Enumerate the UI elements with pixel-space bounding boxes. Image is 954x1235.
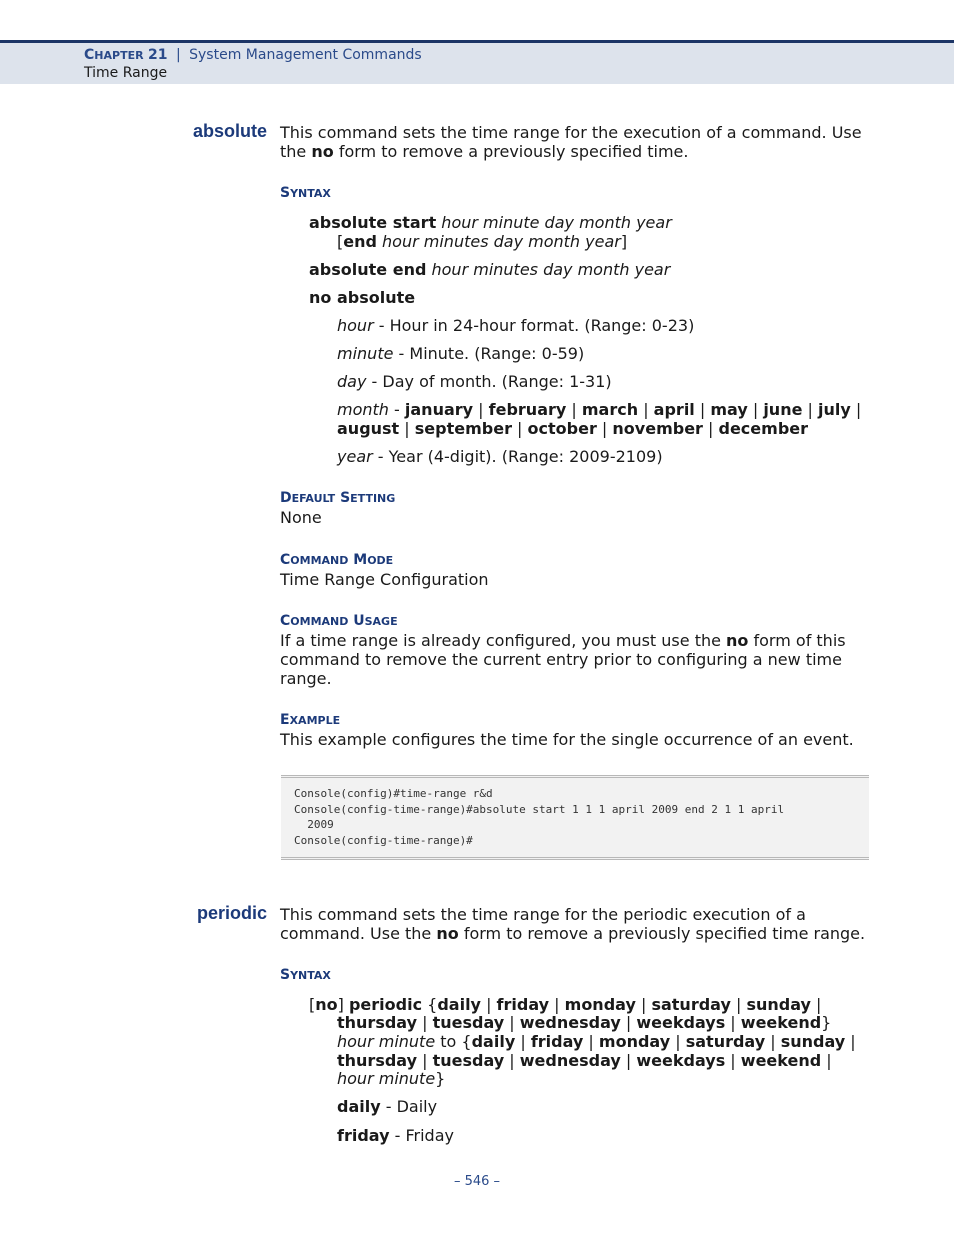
- keyword: weekdays: [636, 1013, 726, 1032]
- keyword: daily: [471, 1032, 516, 1051]
- keyword: tuesday: [432, 1013, 505, 1032]
- code-line: Console(config-time-range)#absolute start 1 1 1 april 2009 end 2 1 1 april: [294, 803, 785, 816]
- page-number: – 546 –: [453, 1174, 501, 1189]
- days-list-a: daily | friday | monday | saturday | sunday |: [437, 995, 822, 1014]
- periodic-syntax-line5: hour minute}: [337, 1069, 446, 1088]
- param-month-cont: [337, 419, 808, 438]
- syntax-absolute-start: absolute start hour minute day month year: [309, 213, 672, 232]
- command-title-absolute: absolute: [192, 121, 267, 141]
- periodic-syntax-line4: [337, 1051, 832, 1070]
- keyword: january: [404, 400, 474, 419]
- keyword: september: [414, 419, 512, 438]
- chapter-first: C: [84, 47, 95, 63]
- keyword: weekend: [740, 1013, 822, 1032]
- command-title-periodic: periodic: [196, 903, 267, 923]
- absolute-desc-line1: This command sets the time range for the execution of a command. Use: [280, 123, 862, 142]
- chapter-rest: HAPTER: [94, 49, 144, 62]
- command-mode-value: Time Range Configuration: [280, 570, 489, 589]
- command-usage-heading: COMMAND USAGE: [280, 613, 398, 629]
- months-line2: august | september | october | november | december: [337, 419, 809, 438]
- syntax-heading: SYNTAX: [280, 185, 331, 201]
- header-separator: |: [175, 47, 181, 63]
- keyword: december: [718, 419, 809, 438]
- keyword: thursday: [337, 1013, 418, 1032]
- code-line: Console(config-time-range)#: [294, 834, 473, 847]
- example-desc: This example configures the time for the single occurrence of an event.: [280, 730, 854, 749]
- keyword: february: [488, 400, 567, 419]
- keyword: friday: [496, 995, 550, 1014]
- usage-line3: range.: [280, 669, 332, 688]
- keyword: monday: [598, 1032, 671, 1051]
- syntax-absolute-start-end: [end hour minutes day month year]: [337, 232, 628, 251]
- keyword: may: [710, 400, 748, 419]
- default-setting-heading: DEFAULT SETTING: [280, 490, 396, 506]
- absolute-desc-line2: the no form to remove a previously specified time.: [280, 142, 689, 161]
- param-friday: friday - Friday: [337, 1126, 454, 1145]
- keyword: monday: [564, 995, 636, 1014]
- syntax-absolute-end: absolute end hour minutes day month year: [309, 260, 671, 279]
- periodic-desc-line1: This command sets the time range for the periodic execution of a: [280, 905, 806, 924]
- usage-line2: command to remove the current entry prior to configuring a new time: [280, 650, 842, 669]
- months-line1: january | february | march | april | may | june | july |: [404, 400, 862, 419]
- example-heading: EXAMPLE: [280, 712, 341, 728]
- page-header: [0, 40, 954, 84]
- syntax-heading-periodic: SYNTAX: [280, 967, 331, 983]
- keyword: march: [581, 400, 639, 419]
- section-title: Time Range: [84, 65, 168, 81]
- code-line: Console(config)#time-range r&d: [294, 787, 493, 800]
- param-hour: hour - Hour in 24-hour format. (Range: 0-23): [337, 316, 695, 335]
- keyword: thursday: [337, 1051, 418, 1070]
- param-month: month - january | february | march | april | may | june | july |: [337, 400, 862, 419]
- periodic-syntax-line3: hour minute to {daily | friday | monday | saturday | sunday |: [337, 1032, 856, 1051]
- keyword: weekdays: [636, 1051, 726, 1070]
- keyword: october: [527, 419, 597, 438]
- periodic-syntax-line1: [no] periodic {daily | friday | monday | saturday | sunday |: [309, 995, 822, 1014]
- days-list-c: daily | friday | monday | saturday | sunday |: [471, 1032, 856, 1051]
- periodic-desc-line2: command. Use the no form to remove a previously specified time range.: [280, 924, 866, 943]
- param-day: day - Day of month. (Range: 1-31): [337, 372, 612, 391]
- default-setting-value: None: [280, 508, 322, 527]
- code-line: 2009: [294, 818, 334, 831]
- keyword: august: [337, 419, 400, 438]
- keyword: june: [763, 400, 803, 419]
- keyword: friday: [530, 1032, 584, 1051]
- keyword: saturday: [651, 995, 731, 1014]
- keyword: daily: [437, 995, 481, 1014]
- keyword: wednesday: [519, 1013, 621, 1032]
- days-list-b: thursday | tuesday | wednesday | weekdays | weekend: [337, 1013, 822, 1032]
- keyword: july: [818, 400, 851, 419]
- keyword: tuesday: [432, 1051, 505, 1070]
- param-daily: daily - Daily: [337, 1097, 438, 1116]
- keyword: wednesday: [519, 1051, 621, 1070]
- keyword: weekend: [740, 1051, 822, 1070]
- days-list-d: thursday | tuesday | wednesday | weekdays | weekend |: [337, 1051, 832, 1070]
- syntax-no-absolute: no absolute: [309, 288, 416, 307]
- keyword: saturday: [685, 1032, 766, 1051]
- code-example: [281, 775, 869, 860]
- keyword: sunday: [746, 995, 811, 1014]
- periodic-syntax-line2: thursday | tuesday | wednesday | weekdays | weekend}: [337, 1013, 832, 1032]
- chapter-number: 21: [148, 47, 168, 63]
- chapter-label: [84, 47, 422, 63]
- param-year: year - Year (4-digit). (Range: 2009-2109): [337, 447, 663, 466]
- command-mode-heading: COMMAND MODE: [280, 552, 394, 568]
- keyword: sunday: [780, 1032, 846, 1051]
- usage-line1: If a time range is already configured, you must use the no form of this: [280, 631, 846, 650]
- keyword: april: [653, 400, 695, 419]
- chapter-title: System Management Commands: [189, 47, 422, 63]
- keyword: november: [612, 419, 703, 438]
- param-minute: minute - Minute. (Range: 0-59): [337, 344, 585, 363]
